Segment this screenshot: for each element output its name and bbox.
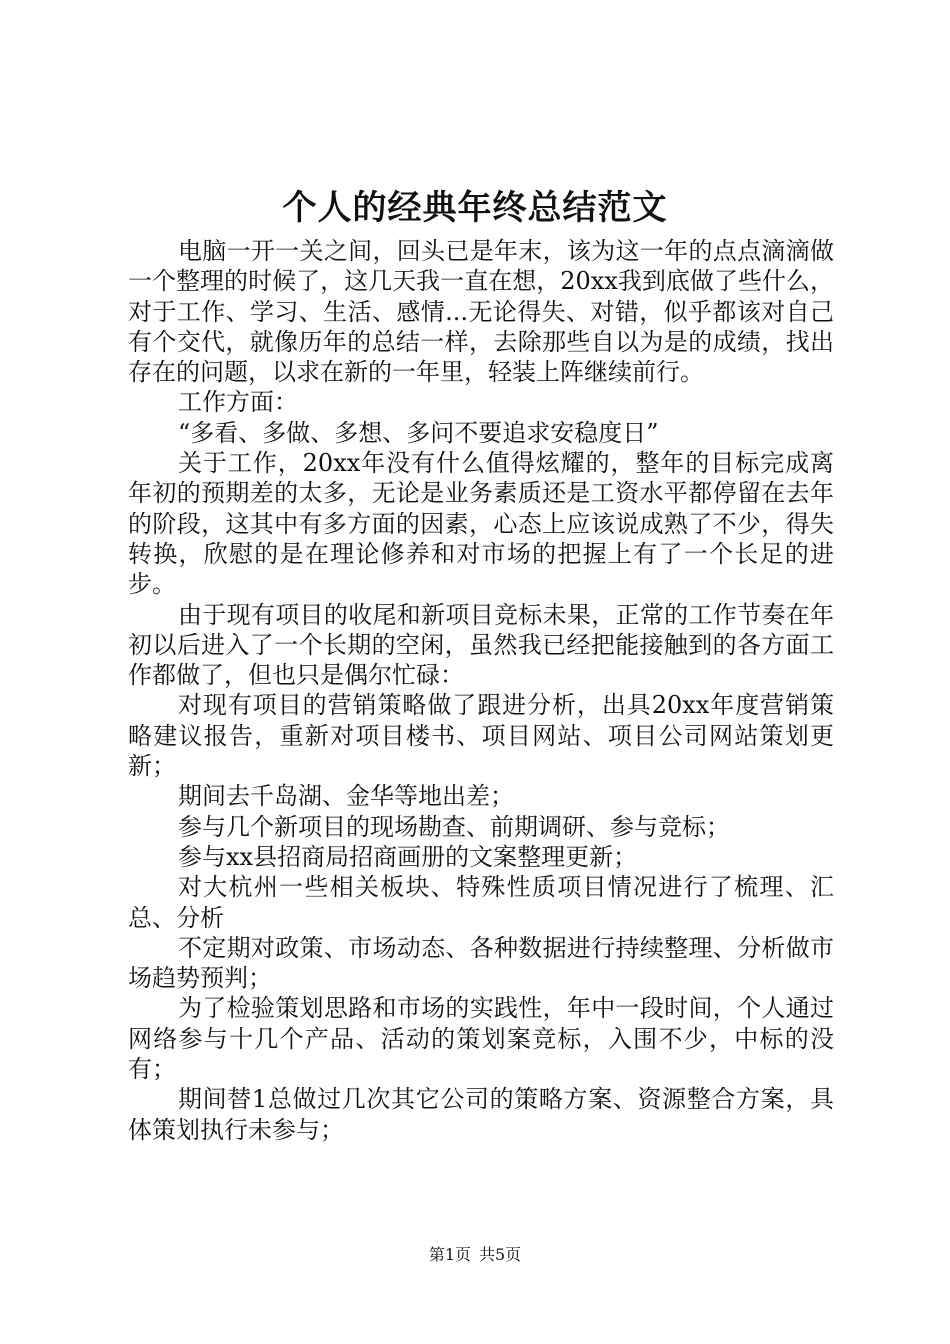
page-footer	[0, 1243, 950, 1267]
list-item: 对现有项目的营销策略做了跟进分析，出具20xx年度营销策略建议报告，重新对项目楼书、项目网站、项目公司网站策划更新；	[128, 691, 834, 781]
paragraph-work-heading: 工作方面：	[178, 388, 298, 417]
list-item: 对大杭州一些相关板块、特殊性质项目情况进行了梳理、汇总、分析	[128, 873, 834, 932]
paragraph-intro: 电脑一开一关之间，回头已是年末，该为这一年的点点滴滴做一个整理的时候了，这几天我一直在想，20xx我到底做了些什么，对于工作、学习、生活、感情...无论得失、对错，似乎都该对自己有个交代，就像历年的总结一样，去除那些自以为是的成绩，找出存在的问题，以求在新的一年里，轻装上阵继续前行。	[128, 237, 834, 387]
document-body	[128, 236, 834, 1145]
list-item: 期间去千岛湖、金华等地出差；	[178, 782, 514, 811]
paragraph-motto: “多看、多做、多想、多问不要追求安稳度日”	[178, 418, 659, 447]
page-number: 第1页	[428, 1245, 471, 1264]
list-item: 期间替1总做过几次其它公司的策略方案、资源整合方案，具体策划执行未参与；	[128, 1085, 834, 1144]
list-item: 参与xx县招商局招商画册的文案整理更新；	[178, 842, 638, 871]
page-total: 共5页	[479, 1245, 522, 1264]
list-item: 为了检验策划思路和市场的实践性，年中一段时间，个人通过网络参与十几个产品、活动的策划案竞标，入围不少，中标的没有；	[128, 994, 834, 1084]
paragraph-work-summary: 关于工作，20xx年没有什么值得炫耀的，整年的目标完成离年初的预期差的太多，无论是业务素质还是工资水平都停留在去年的阶段，这其中有多方面的因素，心态上应该说成熟了不少，得失转换，欣慰的是在理论修养和对市场的把握上有了一个长足的进步。	[128, 449, 834, 599]
document-title: 个人的经典年终总结范文	[282, 188, 668, 228]
paragraph-work-rhythm: 由于现有项目的收尾和新项目竞标未果，正常的工作节奏在年初以后进入了一个长期的空闲，虽然我已经把能接触到的各方面工作都做了，但也只是偶尔忙碌：	[128, 600, 834, 690]
list-item: 参与几个新项目的现场勘查、前期调研、参与竞标；	[178, 812, 730, 841]
list-item: 不定期对政策、市场动态、各种数据进行持续整理、分析做市场趋势预判；	[128, 933, 834, 993]
